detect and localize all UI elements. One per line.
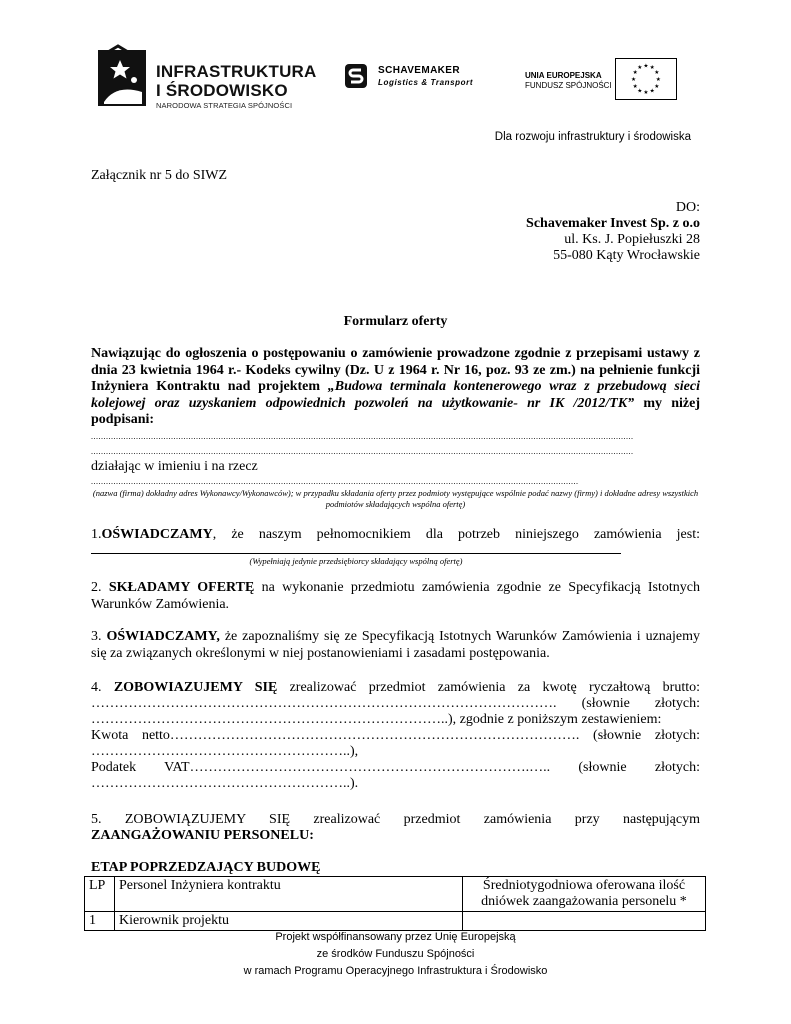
recipient-city: 55-080 Kąty Wrocławskie xyxy=(553,248,700,263)
point-4-line3: …………………………………………………………………..), zgodnie z poniższym zestawieniem: xyxy=(91,712,662,727)
point-1 xyxy=(91,527,700,544)
point-1-text: , że naszym pełnomocnikiem dla potrzeb niniejszego zamówienia jest: xyxy=(212,527,700,542)
point-2 xyxy=(91,580,700,613)
intro-paragraph xyxy=(91,346,700,429)
table-header-days: Średniotygodniowa oferowana ilość dniówek zaangażowania personelu * xyxy=(463,877,706,912)
consortium-note: (Wypełniają jedynie przedsiębiorcy składający wspólną ofertę) xyxy=(249,556,463,566)
point-2-number: 2. xyxy=(91,580,109,595)
point-1-bold: OŚWIADCZAMY xyxy=(101,527,213,542)
svg-text:★: ★ xyxy=(632,69,638,76)
intro-ending: my niżej podpisani: xyxy=(91,395,700,427)
svg-text:★: ★ xyxy=(649,65,655,72)
schavemaker-logo xyxy=(345,62,485,92)
svg-text:★: ★ xyxy=(654,84,660,91)
infra-logo-line1: INFRASTRUKTURA xyxy=(156,62,317,81)
logo-bar xyxy=(0,42,791,117)
svg-text:★: ★ xyxy=(655,76,661,83)
eu-logo-line2: FUNDUSZ SPÓJNOŚCI xyxy=(525,81,612,90)
document-title: Formularz oferty xyxy=(343,314,448,329)
personnel-table xyxy=(84,876,706,931)
table-header-personnel: Personel Inżyniera kontraktu xyxy=(115,877,463,912)
point-4-line5: ………………………………………………..), xyxy=(91,744,359,759)
svg-text:★: ★ xyxy=(643,63,649,70)
recipient-company: Schavemaker Invest Sp. z o.o xyxy=(526,216,700,231)
point-4-bold: ZOBOWIAZUJEMY SIĘ xyxy=(113,680,278,695)
point-3-bold: OŚWIADCZAMY, xyxy=(106,629,220,644)
point-4-net-amount: Kwota netto……………………………………………………………………………. (słownie złotych: xyxy=(91,728,700,743)
point-4-text: zrealizować przedmiot zamówienia za kwotę ryczałtową brutto: xyxy=(277,680,701,695)
table-row xyxy=(85,912,706,931)
svg-text:★: ★ xyxy=(637,65,643,72)
point-5-line2: ZAANGAŻOWANIU PERSONELU: xyxy=(91,828,314,843)
point-4-vat: Podatek VAT……………………………………………………………….….. (słownie złotych: xyxy=(91,760,700,775)
infra-logo-line2: I ŚRODOWISKO xyxy=(156,81,288,100)
fill-line-3: ................................................................................................................................................................................................... xyxy=(91,478,579,486)
recipient-label: DO: xyxy=(675,200,700,215)
point-3 xyxy=(91,629,700,662)
tagline: Dla rozwoju infrastruktury i środowiska xyxy=(494,131,691,143)
infrastruktura-emblem-icon xyxy=(98,44,148,112)
eu-logo xyxy=(525,58,685,106)
schavemaker-s-icon xyxy=(345,64,367,88)
footer-line3: w ramach Programu Operacyjnego Infrastruktura i Środowisko xyxy=(243,965,548,977)
annex-label: Załącznik nr 5 do SIWZ xyxy=(91,168,228,183)
schavemaker-name: SCHAVEMAKER xyxy=(378,65,460,76)
stage-heading: ETAP POPRZEDZAJĄCY BUDOWĘ xyxy=(91,860,321,875)
table-cell-lp: 1 xyxy=(85,912,115,931)
point-5-line1: 5. ZOBOWIĄZUJEMY SIĘ zrealizować przedmiot zamówienia przy następującym xyxy=(91,812,700,827)
infra-logo-line3: NARODOWA STRATEGIA SPÓJNOŚCI xyxy=(156,101,293,110)
table-cell-personnel: Kierownik projektu xyxy=(115,912,463,931)
point-2-bold: SKŁADAMY OFERTĘ xyxy=(108,580,255,595)
svg-text:★: ★ xyxy=(632,84,638,91)
schavemaker-subtitle: Logistics & Transport xyxy=(378,78,474,87)
acting-on-behalf: działając w imieniu i na rzecz xyxy=(91,459,258,474)
point-2-text: na wykonanie przedmiotu zamówienia zgodnie ze Specyfikacją Istotnych Warunków Zamówienia. xyxy=(91,580,700,612)
point-4-line7: ………………………………………………..). xyxy=(91,776,359,791)
project-name: „Budowa terminala kontenerowego wraz z przebudową sieci kolejowej oraz uzyskaniem odpowiednich pozwoleń na użytkowanie- nr IK /2012/TK” xyxy=(91,379,701,411)
point-1-number: 1. xyxy=(91,527,102,542)
footer-line2: ze środków Funduszu Spójności xyxy=(316,948,475,960)
svg-text:★: ★ xyxy=(654,69,660,76)
footer-line1: Projekt współfinansowany przez Unię Europejską xyxy=(275,931,516,943)
svg-text:★: ★ xyxy=(643,90,649,97)
point-1-blank-line xyxy=(91,553,621,554)
intro-text: Nawiązując do ogłoszenia o postępowaniu o zamówienie prowadzone zgodnie z przepisami ustawy z dnia 23 kwietnia 1964 r.- Kodeks cywilny (Dz. U z 1964 r. Nr 16, poz. 93 ze zm.) na pełnienie funkcji Inżyniera Kontraktu nad projektem xyxy=(91,346,700,394)
table-header-lp: LP xyxy=(85,877,115,912)
point-4-number: 4. xyxy=(91,680,114,695)
eu-flag-icon xyxy=(615,58,677,100)
point-4-line2: ………………………………………………………………………………………. (słownie złotych: xyxy=(91,696,700,711)
firm-note: (nazwa (firma) dokładny adres Wykonawcy/Wykonawców); w przypadku składania oferty przez podmioty występujące wspólnie podać nazwy (firmy) i dokładne adresy wszystkich podmiotów składających wspólna ofertę) xyxy=(92,488,699,509)
point-4-line1 xyxy=(91,680,700,697)
fill-line-1: ......................................................................................................................................................................................................................... xyxy=(91,433,634,441)
svg-text:★: ★ xyxy=(649,88,655,95)
table-header-row xyxy=(85,877,706,912)
point-3-number: 3. xyxy=(91,629,107,644)
infrastruktura-logo xyxy=(98,44,317,112)
fill-line-2: ......................................................................................................................................................................................................................... xyxy=(91,448,634,456)
svg-text:★: ★ xyxy=(631,76,637,83)
eu-logo-line1: UNIA EUROPEJSKA xyxy=(525,71,602,80)
recipient-street: ul. Ks. J. Popiełuszki 28 xyxy=(564,232,700,247)
svg-text:★: ★ xyxy=(637,88,643,95)
point-3-text: że zapoznaliśmy się ze Specyfikacją Istotnych Warunków Zamówienia i uznajemy się za związanych określonymi w niej postanowieniami i zasadami postępowania. xyxy=(91,629,701,661)
table-cell-days[interactable] xyxy=(463,912,706,931)
